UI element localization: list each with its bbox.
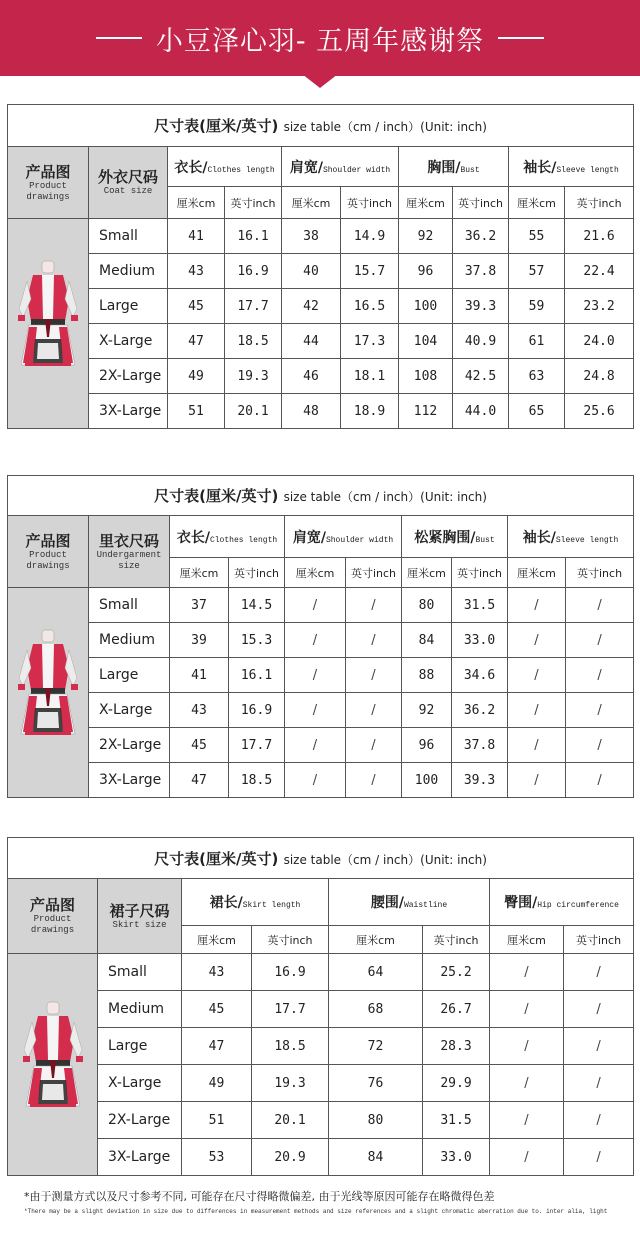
coat-table-body: [8, 219, 634, 429]
value-cm: 42: [282, 289, 341, 324]
value-inch: 19.3: [252, 1065, 329, 1102]
size-label: Medium: [98, 991, 182, 1028]
value-cm: 92: [402, 693, 452, 728]
value-inch: 16.1: [225, 219, 282, 254]
value-inch: 22.4: [565, 254, 634, 289]
value-cm: /: [508, 728, 566, 763]
value-inch: 25.6: [565, 394, 634, 429]
value-inch: /: [346, 588, 402, 623]
value-inch: 42.5: [453, 359, 509, 394]
measure-bust: 胸围/Bust: [399, 147, 509, 187]
value-cm: 43: [168, 254, 225, 289]
size-label: X-Large: [98, 1065, 182, 1102]
value-inch: 20.1: [225, 394, 282, 429]
value-cm: 61: [509, 324, 565, 359]
value-cm: 44: [282, 324, 341, 359]
value-inch: 20.1: [252, 1102, 329, 1139]
value-cm: 100: [402, 763, 452, 798]
value-cm: 100: [399, 289, 453, 324]
value-inch: 18.5: [252, 1028, 329, 1065]
value-inch: /: [564, 1028, 634, 1065]
value-cm: 47: [182, 1028, 252, 1065]
title-cn: 尺寸表(厘米/英寸): [154, 117, 279, 135]
product-header: 产品图 Product drawings: [8, 516, 89, 588]
value-cm: 84: [402, 623, 452, 658]
unit-inch: 英寸inch: [453, 187, 509, 219]
value-inch: 18.5: [229, 763, 285, 798]
value-inch: 15.3: [229, 623, 285, 658]
product-image-cell: [8, 219, 89, 429]
footnote-en: *There may be a slight deviation in size due to differences in measurement methods and size references and a slight chromatic aberration due to. inter alia, light: [24, 1208, 608, 1215]
unit-inch: 英寸inch: [229, 558, 285, 588]
unit-inch: 英寸inch: [565, 187, 634, 219]
size-label: Small: [98, 954, 182, 991]
value-cm: /: [285, 658, 346, 693]
value-cm: 45: [170, 728, 229, 763]
measure-hip: 臀围/Hip circumference: [490, 879, 634, 926]
unit-inch: 英寸inch: [225, 187, 282, 219]
value-inch: 26.7: [423, 991, 490, 1028]
value-cm: 45: [182, 991, 252, 1028]
value-inch: 21.6: [565, 219, 634, 254]
value-inch: 16.9: [225, 254, 282, 289]
value-cm: 43: [170, 693, 229, 728]
size-label: Small: [89, 219, 168, 254]
unit-cm: 厘米cm: [329, 926, 423, 954]
value-cm: 43: [182, 954, 252, 991]
value-cm: 88: [402, 658, 452, 693]
table-row: [8, 1028, 634, 1065]
costume-image: [13, 628, 83, 758]
value-cm: 80: [402, 588, 452, 623]
unit-inch: 英寸inch: [341, 187, 399, 219]
product-header: 产品图 Product drawings: [8, 147, 89, 219]
value-inch: 37.8: [452, 728, 508, 763]
size-label: Large: [89, 658, 170, 693]
value-inch: 14.9: [341, 219, 399, 254]
banner-title: [0, 0, 640, 76]
unit-cm: 厘米cm: [508, 558, 566, 588]
measure-elastic-bust: 松紧胸围/Bust: [402, 516, 508, 558]
value-inch: 18.5: [225, 324, 282, 359]
measure-clothes-length: 衣长/Clothes length: [170, 516, 285, 558]
table-row: [8, 623, 634, 658]
value-inch: /: [346, 623, 402, 658]
value-inch: 33.0: [452, 623, 508, 658]
value-inch: 24.0: [565, 324, 634, 359]
table-row: [8, 658, 634, 693]
value-inch: 20.9: [252, 1139, 329, 1176]
value-cm: 59: [509, 289, 565, 324]
unit-cm: 厘米cm: [285, 558, 346, 588]
value-inch: 36.2: [452, 693, 508, 728]
unit-cm: 厘米cm: [182, 926, 252, 954]
unit-inch: 英寸inch: [423, 926, 490, 954]
value-cm: /: [490, 1065, 564, 1102]
value-inch: 23.2: [565, 289, 634, 324]
value-cm: /: [508, 693, 566, 728]
value-cm: /: [285, 763, 346, 798]
product-header: 产品图 Product drawings: [8, 879, 98, 954]
value-inch: /: [566, 728, 634, 763]
banner-title-text: 小豆泽心羽- 五周年感谢祭: [155, 25, 485, 57]
size-label: Small: [89, 588, 170, 623]
value-cm: 92: [399, 219, 453, 254]
size-label: X-Large: [89, 693, 170, 728]
value-cm: 63: [509, 359, 565, 394]
value-cm: /: [490, 1139, 564, 1176]
unit-inch: 英寸inch: [564, 926, 634, 954]
table-title: [8, 105, 634, 147]
title-en: size table（cm / inch）(Unit: inch): [283, 120, 487, 134]
size-label: Medium: [89, 254, 168, 289]
value-inch: 18.1: [341, 359, 399, 394]
unit-cm: 厘米cm: [399, 187, 453, 219]
value-inch: 19.3: [225, 359, 282, 394]
value-cm: 84: [329, 1139, 423, 1176]
value-cm: /: [285, 728, 346, 763]
table-row: [8, 394, 634, 429]
value-inch: /: [564, 1139, 634, 1176]
value-cm: 68: [329, 991, 423, 1028]
value-inch: 37.8: [453, 254, 509, 289]
value-inch: 17.3: [341, 324, 399, 359]
value-cm: /: [490, 954, 564, 991]
value-inch: 14.5: [229, 588, 285, 623]
value-inch: 16.1: [229, 658, 285, 693]
table-row: [8, 693, 634, 728]
measure-skirt-length: 裙长/Skirt length: [182, 879, 329, 926]
table-row: [8, 359, 634, 394]
measure-clothes-length: 衣长/Clothes length: [168, 147, 282, 187]
value-cm: 47: [168, 324, 225, 359]
value-cm: 104: [399, 324, 453, 359]
value-inch: 17.7: [225, 289, 282, 324]
size-label: Large: [98, 1028, 182, 1065]
skirt-table-body: [8, 954, 634, 1176]
value-inch: /: [566, 763, 634, 798]
unit-inch: 英寸inch: [346, 558, 402, 588]
value-cm: 39: [170, 623, 229, 658]
value-cm: 49: [182, 1065, 252, 1102]
value-cm: 40: [282, 254, 341, 289]
costume-image: [18, 1000, 88, 1130]
value-inch: 24.8: [565, 359, 634, 394]
value-cm: 37: [170, 588, 229, 623]
unit-inch: 英寸inch: [252, 926, 329, 954]
size-label: X-Large: [89, 324, 168, 359]
table-row: [8, 991, 634, 1028]
coat-size-table: [7, 104, 634, 429]
value-inch: 16.9: [252, 954, 329, 991]
product-image-cell: [8, 588, 89, 798]
value-cm: 108: [399, 359, 453, 394]
value-inch: /: [566, 623, 634, 658]
product-image-cell: [8, 954, 98, 1176]
size-label: 3X-Large: [89, 394, 168, 429]
value-cm: 48: [282, 394, 341, 429]
title-dash-right: [498, 37, 544, 39]
value-inch: /: [346, 728, 402, 763]
coat-size-header: 外衣尺码 Coat size: [89, 147, 168, 219]
table-row: [8, 588, 634, 623]
value-cm: 41: [170, 658, 229, 693]
value-inch: 18.9: [341, 394, 399, 429]
value-inch: 36.2: [453, 219, 509, 254]
undergarment-size-table: [7, 475, 634, 798]
measure-shoulder-width: 肩宽/Shoulder width: [282, 147, 399, 187]
table-row: [8, 254, 634, 289]
title-dash-left: [96, 37, 142, 39]
value-inch: 17.7: [229, 728, 285, 763]
value-cm: /: [285, 623, 346, 658]
unit-cm: 厘米cm: [170, 558, 229, 588]
value-cm: 38: [282, 219, 341, 254]
skirt-size-header: 裙子尺码 Skirt size: [98, 879, 182, 954]
size-label: Large: [89, 289, 168, 324]
value-cm: /: [490, 1028, 564, 1065]
value-cm: 46: [282, 359, 341, 394]
size-label: 2X-Large: [98, 1102, 182, 1139]
size-label: 2X-Large: [89, 359, 168, 394]
value-inch: /: [346, 693, 402, 728]
value-inch: 44.0: [453, 394, 509, 429]
measure-shoulder-width: 肩宽/Shoulder width: [285, 516, 402, 558]
value-cm: /: [490, 1102, 564, 1139]
table-row: [8, 1102, 634, 1139]
value-cm: 53: [182, 1139, 252, 1176]
value-inch: 33.0: [423, 1139, 490, 1176]
value-inch: /: [566, 693, 634, 728]
value-cm: 45: [168, 289, 225, 324]
value-inch: 31.5: [423, 1102, 490, 1139]
value-cm: 47: [170, 763, 229, 798]
table-row: [8, 1065, 634, 1102]
value-cm: /: [508, 588, 566, 623]
value-cm: 41: [168, 219, 225, 254]
value-cm: 64: [329, 954, 423, 991]
value-inch: 16.9: [229, 693, 285, 728]
unit-inch: 英寸inch: [566, 558, 634, 588]
table-row: [8, 1139, 634, 1176]
skirt-size-table: [7, 837, 634, 1176]
value-cm: /: [285, 588, 346, 623]
value-inch: 39.3: [452, 763, 508, 798]
value-cm: 80: [329, 1102, 423, 1139]
value-inch: 31.5: [452, 588, 508, 623]
value-inch: /: [564, 1102, 634, 1139]
value-inch: 15.7: [341, 254, 399, 289]
measure-waistline: 腰围/Waistline: [329, 879, 490, 926]
table-row: [8, 324, 634, 359]
banner-notch: [302, 74, 338, 88]
value-cm: 55: [509, 219, 565, 254]
value-inch: /: [346, 763, 402, 798]
value-cm: /: [285, 693, 346, 728]
measure-sleeve-length: 袖长/Sleeve length: [508, 516, 634, 558]
value-inch: /: [564, 954, 634, 991]
value-cm: 49: [168, 359, 225, 394]
size-label: 3X-Large: [89, 763, 170, 798]
unit-cm: 厘米cm: [490, 926, 564, 954]
value-cm: /: [508, 763, 566, 798]
table-title: 尺寸表(厘米/英寸) size table（cm / inch）(Unit: inch): [8, 838, 634, 879]
value-cm: /: [490, 991, 564, 1028]
table-row: [8, 289, 634, 324]
value-inch: 17.7: [252, 991, 329, 1028]
value-inch: /: [346, 658, 402, 693]
value-inch: 34.6: [452, 658, 508, 693]
table-row: [8, 728, 634, 763]
value-cm: /: [508, 623, 566, 658]
unit-cm: 厘米cm: [168, 187, 225, 219]
value-inch: 25.2: [423, 954, 490, 991]
table-row: [8, 954, 634, 991]
value-cm: 51: [182, 1102, 252, 1139]
table-row: [8, 763, 634, 798]
undergarment-size-header: 里衣尺码 Undergarment size: [89, 516, 170, 588]
unit-cm: 厘米cm: [402, 558, 452, 588]
size-label: 3X-Large: [98, 1139, 182, 1176]
value-cm: /: [508, 658, 566, 693]
undergarment-table-body: [8, 588, 634, 798]
value-inch: 29.9: [423, 1065, 490, 1102]
value-cm: 112: [399, 394, 453, 429]
value-inch: /: [566, 658, 634, 693]
value-cm: 96: [402, 728, 452, 763]
costume-image: [13, 259, 83, 389]
size-label: 2X-Large: [89, 728, 170, 763]
value-cm: 72: [329, 1028, 423, 1065]
table-row: [8, 219, 634, 254]
value-inch: 28.3: [423, 1028, 490, 1065]
value-cm: 51: [168, 394, 225, 429]
value-cm: 65: [509, 394, 565, 429]
unit-cm: 厘米cm: [282, 187, 341, 219]
value-inch: /: [564, 1065, 634, 1102]
value-cm: 96: [399, 254, 453, 289]
size-label: Medium: [89, 623, 170, 658]
footnote-cn: *由于测量方式以及尺寸参考不同, 可能存在尺寸得略微偏差, 由于光线等原因可能存在略微得色差: [24, 1190, 495, 1203]
measure-sleeve-length: 袖长/Sleeve length: [509, 147, 634, 187]
table-title: 尺寸表(厘米/英寸) size table（cm / inch）(Unit: inch): [8, 476, 634, 516]
value-cm: 76: [329, 1065, 423, 1102]
value-inch: /: [566, 588, 634, 623]
value-inch: /: [564, 991, 634, 1028]
unit-cm: 厘米cm: [509, 187, 565, 219]
value-cm: 57: [509, 254, 565, 289]
value-inch: 40.9: [453, 324, 509, 359]
value-inch: 39.3: [453, 289, 509, 324]
unit-inch: 英寸inch: [452, 558, 508, 588]
value-inch: 16.5: [341, 289, 399, 324]
